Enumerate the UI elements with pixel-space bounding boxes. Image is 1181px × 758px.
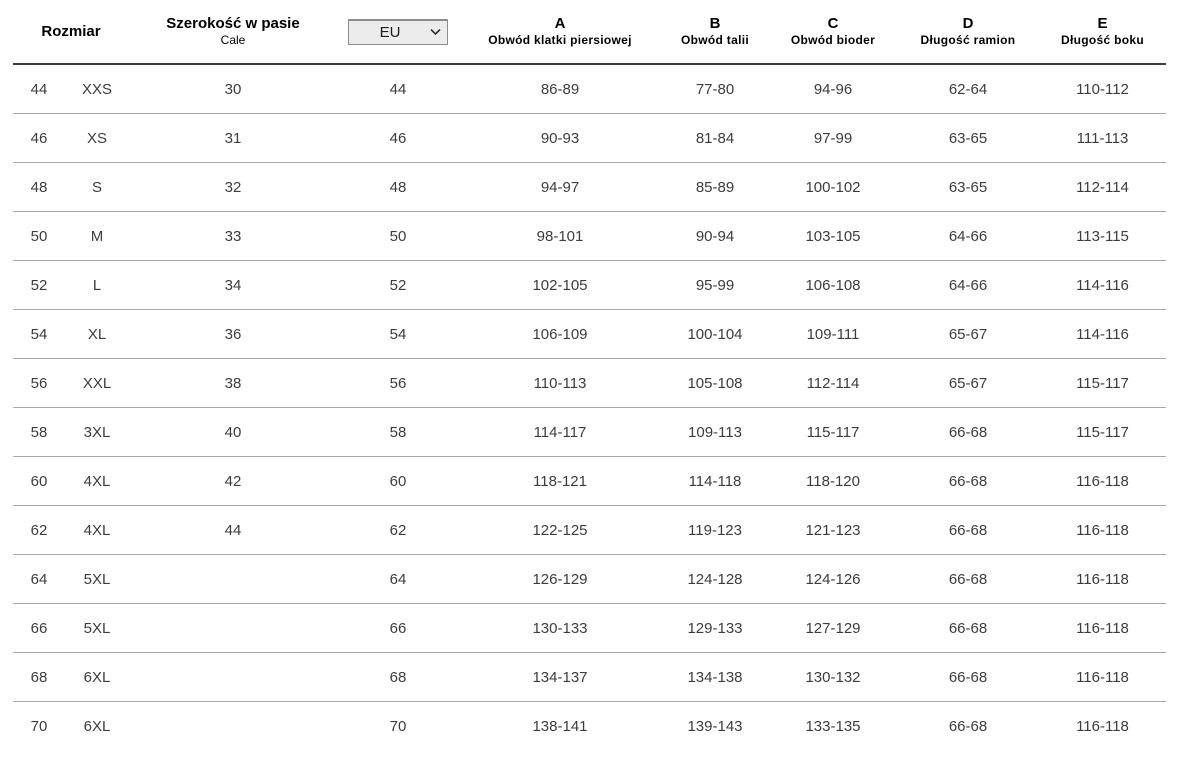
cell-size-intl: XXS: [81, 80, 112, 98]
cell-c: 97-99: [813, 129, 853, 147]
cell-unit-size: 46: [389, 129, 407, 147]
table-row: [13, 702, 1166, 751]
cell-b: 105-108: [687, 374, 743, 392]
cell-size-intl: 5XL: [83, 619, 111, 637]
cell-size-eu: 68: [30, 668, 48, 686]
cell-d: 64-66: [948, 227, 988, 245]
header-col-c-letter: C: [827, 15, 839, 32]
header-col-e-letter: E: [1097, 15, 1108, 32]
cell-unit-size: 70: [389, 718, 407, 735]
table-row: [13, 65, 1166, 114]
cell-c: 103-105: [805, 227, 861, 245]
table-row: [13, 261, 1166, 310]
header-col-b-letter: B: [709, 15, 721, 32]
table-row: [13, 506, 1166, 555]
cell-b: 109-113: [688, 423, 742, 441]
cell-size-eu: 64: [30, 570, 48, 588]
cell-d: 63-65: [948, 129, 988, 147]
cell-size-eu: 58: [30, 423, 48, 441]
table-row: [13, 604, 1166, 653]
cell-c: 127-129: [805, 619, 861, 637]
table-row: [13, 114, 1166, 163]
cell-a: 126-129: [532, 570, 588, 588]
cell-size-eu: 54: [30, 325, 48, 343]
cell-a: 114-117: [533, 423, 587, 441]
cell-b: 95-99: [695, 276, 735, 294]
cell-b: 119-123: [688, 521, 742, 539]
cell-waist-inches: 33: [224, 227, 242, 245]
cell-e: 110-112: [1076, 80, 1129, 98]
cell-a: 118-121: [533, 472, 587, 490]
cell-size-intl: 4XL: [83, 521, 111, 539]
cell-b: 129-133: [687, 619, 743, 637]
cell-b: 90-94: [695, 227, 735, 245]
cell-c: 118-120: [806, 472, 860, 490]
cell-unit-size: 48: [389, 178, 407, 196]
cell-e: 116-118: [1076, 718, 1129, 735]
cell-d: 66-68: [948, 619, 988, 637]
header-rozmiar-label: Rozmiar: [41, 22, 101, 40]
cell-size-intl: L: [92, 276, 102, 294]
cell-size-intl: 3XL: [83, 423, 111, 441]
table-header: [13, 0, 1166, 65]
cell-size-eu: 44: [30, 80, 48, 98]
cell-a: 106-109: [532, 325, 588, 343]
cell-c: 109-111: [806, 325, 860, 343]
cell-e: 116-118: [1076, 668, 1129, 686]
cell-a: 102-105: [532, 276, 588, 294]
unit-select[interactable]: [348, 19, 448, 45]
table-body: [13, 65, 1166, 751]
cell-e: 114-116: [1076, 276, 1129, 294]
cell-c: 121-123: [805, 521, 861, 539]
header-col-d-letter: D: [962, 15, 974, 32]
cell-b: 81-84: [695, 129, 735, 147]
table-row: [13, 310, 1166, 359]
cell-c: 130-132: [805, 668, 861, 686]
cell-a: 86-89: [540, 80, 580, 98]
cell-size-intl: M: [90, 227, 104, 245]
cell-size-eu: 50: [30, 227, 48, 245]
cell-unit-size: 68: [389, 668, 407, 686]
table-row: [13, 457, 1166, 506]
cell-waist-inches: 42: [224, 472, 242, 490]
cell-size-eu: 56: [30, 374, 48, 392]
cell-d: 65-67: [948, 325, 988, 343]
header-unit-select-cell: [337, 19, 459, 45]
unit-select-wrap: [348, 19, 448, 45]
header-waist-title: Szerokość w pasie: [166, 15, 300, 32]
cell-unit-size: 58: [389, 423, 407, 441]
cell-a: 138-141: [532, 718, 588, 735]
header-col-e-label: Długość boku: [1061, 33, 1144, 47]
cell-d: 65-67: [948, 374, 988, 392]
cell-unit-size: 64: [389, 570, 407, 588]
header-col-a-label: Obwód klatki piersiowej: [488, 33, 632, 47]
cell-a: 110-113: [533, 374, 587, 392]
cell-unit-size: 54: [389, 325, 407, 343]
cell-c: 115-117: [806, 423, 860, 441]
cell-e: 116-118: [1076, 472, 1129, 490]
cell-unit-size: 50: [389, 227, 407, 245]
cell-unit-size: 66: [389, 619, 407, 637]
cell-size-intl: 4XL: [83, 472, 111, 490]
cell-unit-size: 52: [389, 276, 407, 294]
cell-c: 112-114: [806, 374, 860, 392]
cell-waist-inches: 31: [224, 129, 242, 147]
cell-c: 133-135: [805, 718, 861, 735]
header-waist-subtitle: Cale: [220, 33, 246, 47]
cell-unit-size: 60: [389, 472, 407, 490]
cell-a: 122-125: [532, 521, 588, 539]
header-col-c: [769, 15, 897, 48]
cell-d: 62-64: [948, 80, 988, 98]
header-col-a-letter: A: [554, 15, 566, 32]
cell-e: 116-118: [1076, 619, 1129, 637]
cell-a: 134-137: [532, 668, 588, 686]
cell-size-eu: 62: [30, 521, 48, 539]
cell-d: 66-68: [948, 668, 988, 686]
table-row: [13, 359, 1166, 408]
cell-d: 63-65: [948, 178, 988, 196]
cell-size-eu: 66: [30, 619, 48, 637]
cell-unit-size: 62: [389, 521, 407, 539]
cell-b: 139-143: [687, 718, 743, 735]
cell-a: 94-97: [540, 178, 580, 196]
cell-a: 98-101: [536, 227, 584, 245]
cell-d: 66-68: [948, 423, 988, 441]
cell-d: 66-68: [948, 521, 988, 539]
cell-a: 130-133: [532, 619, 588, 637]
table-row: [13, 408, 1166, 457]
cell-size-intl: 6XL: [83, 668, 111, 686]
cell-b: 85-89: [695, 178, 735, 196]
header-col-b: [661, 15, 769, 48]
cell-a: 90-93: [540, 129, 580, 147]
cell-unit-size: 56: [389, 374, 407, 392]
cell-e: 114-116: [1076, 325, 1129, 343]
cell-e: 113-115: [1076, 227, 1129, 245]
table-row: [13, 163, 1166, 212]
cell-size-intl: 6XL: [83, 718, 111, 735]
cell-e: 111-113: [1076, 129, 1129, 147]
header-col-d-label: Długość ramion: [920, 33, 1016, 47]
cell-e: 116-118: [1076, 521, 1129, 539]
table-row: [13, 555, 1166, 604]
cell-b: 124-128: [687, 570, 743, 588]
header-rozmiar: [13, 23, 129, 41]
cell-d: 64-66: [948, 276, 988, 294]
cell-c: 100-102: [805, 178, 861, 196]
cell-e: 116-118: [1076, 570, 1129, 588]
cell-e: 115-117: [1076, 374, 1129, 392]
cell-b: 134-138: [687, 668, 743, 686]
header-col-e: [1039, 15, 1166, 48]
cell-size-intl: XXL: [82, 374, 112, 392]
cell-size-eu: 60: [30, 472, 48, 490]
cell-b: 77-80: [695, 80, 735, 98]
cell-waist-inches: 44: [224, 521, 242, 539]
cell-waist-inches: 40: [224, 423, 242, 441]
cell-e: 115-117: [1076, 423, 1129, 441]
cell-waist-inches: 36: [224, 325, 242, 343]
cell-size-eu: 46: [30, 129, 48, 147]
cell-d: 66-68: [948, 718, 988, 735]
cell-size-eu: 48: [30, 178, 48, 196]
cell-unit-size: 44: [389, 80, 407, 98]
cell-size-intl: 5XL: [83, 570, 111, 588]
header-col-b-label: Obwód talii: [681, 33, 749, 47]
cell-size-eu: 70: [30, 718, 48, 735]
cell-size-eu: 52: [30, 276, 48, 294]
size-chart: [13, 0, 1166, 751]
table-row: [13, 212, 1166, 261]
cell-b: 114-118: [688, 472, 742, 490]
cell-size-intl: XS: [86, 129, 107, 147]
header-col-a: [459, 15, 661, 48]
cell-waist-inches: 34: [224, 276, 242, 294]
header-waist: [129, 15, 337, 48]
cell-waist-inches: 32: [224, 178, 242, 196]
cell-c: 94-96: [813, 80, 853, 98]
header-col-d: [897, 15, 1039, 48]
header-col-c-label: Obwód bioder: [790, 33, 876, 47]
cell-c: 124-126: [805, 570, 861, 588]
table-row: [13, 653, 1166, 702]
cell-size-intl: S: [91, 178, 102, 196]
cell-c: 106-108: [805, 276, 861, 294]
cell-e: 112-114: [1076, 178, 1129, 196]
cell-size-intl: XL: [87, 325, 107, 343]
cell-d: 66-68: [948, 570, 988, 588]
cell-waist-inches: 30: [224, 80, 242, 98]
cell-b: 100-104: [687, 325, 743, 343]
cell-d: 66-68: [948, 472, 988, 490]
cell-waist-inches: 38: [224, 374, 242, 392]
